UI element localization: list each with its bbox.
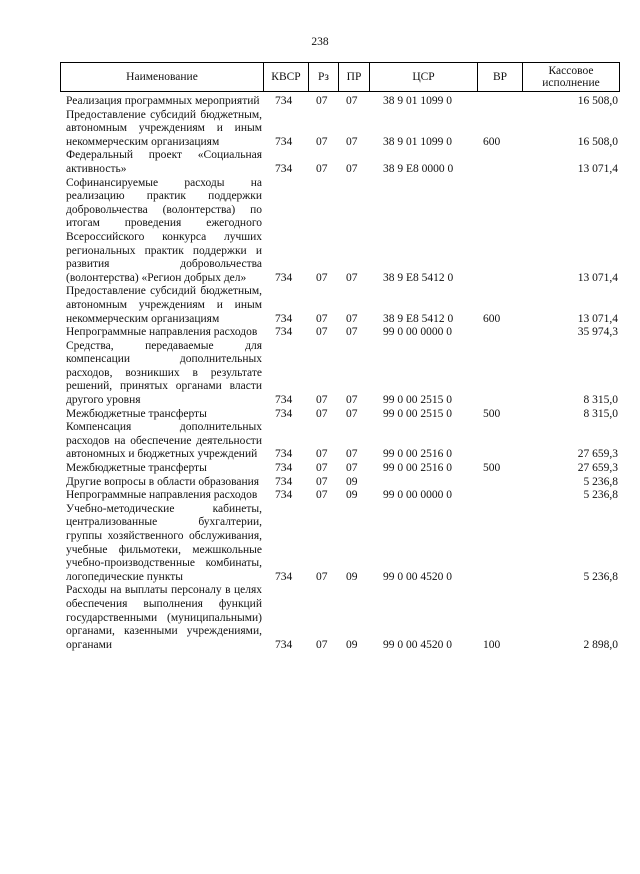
row-pr: 07 bbox=[346, 312, 358, 325]
row-vr: 100 bbox=[483, 638, 501, 651]
row-name: Расходы на выплаты персоналу в целях обеспечения выполнения функций государственными (муниципальными) органами, казенными учреждениями, органами bbox=[66, 584, 262, 651]
row-csr: 38 9 E8 5412 0 bbox=[383, 271, 454, 284]
row-pr: 09 bbox=[346, 475, 358, 488]
row-csr: 99 0 00 2515 0 bbox=[383, 394, 452, 407]
row-sum: 13 071,4 bbox=[577, 271, 618, 284]
row-name: Компенсация дополнительных расходов на обеспечение деятельности автономных и бюджетных учреждений bbox=[66, 421, 262, 461]
row-csr: 38 9 E8 0000 0 bbox=[383, 162, 454, 175]
row-rz: 07 bbox=[316, 326, 328, 339]
row-kvsr: 734 bbox=[275, 135, 293, 148]
table-row bbox=[60, 177, 620, 286]
row-sum: 8 315,0 bbox=[583, 394, 618, 407]
table-row bbox=[60, 503, 620, 585]
table-row bbox=[60, 421, 620, 462]
row-kvsr: 734 bbox=[275, 326, 293, 339]
row-pr: 07 bbox=[346, 326, 358, 339]
row-rz: 07 bbox=[316, 570, 328, 583]
row-csr: 99 0 00 0000 0 bbox=[383, 326, 452, 339]
row-name: Межбюджетные трансферты bbox=[66, 462, 207, 475]
row-name: Федеральный проект «Социальная активность» bbox=[66, 149, 262, 175]
row-csr: 38 9 01 1099 0 bbox=[383, 135, 452, 148]
row-pr: 07 bbox=[346, 462, 358, 475]
table-row bbox=[60, 462, 620, 476]
row-pr: 07 bbox=[346, 271, 358, 284]
header-rz: Рз bbox=[308, 63, 338, 91]
row-rz: 07 bbox=[316, 95, 328, 107]
table-row bbox=[60, 489, 620, 503]
row-kvsr: 734 bbox=[275, 638, 293, 651]
row-name: Другие вопросы в области образования bbox=[66, 475, 260, 488]
row-rz: 07 bbox=[316, 475, 328, 488]
row-rz: 07 bbox=[316, 394, 328, 407]
row-vr: 500 bbox=[483, 407, 501, 420]
table-row bbox=[60, 149, 620, 176]
row-kvsr: 734 bbox=[275, 407, 293, 420]
row-pr: 07 bbox=[346, 448, 358, 461]
row-sum: 27 659,3 bbox=[577, 448, 618, 461]
row-sum: 8 315,0 bbox=[583, 407, 618, 420]
row-sum: 35 974,3 bbox=[577, 326, 618, 339]
row-rz: 07 bbox=[316, 489, 328, 502]
header-sum: Кассовое исполнение bbox=[522, 63, 619, 91]
header-name: Наименование bbox=[126, 71, 198, 83]
row-sum: 2 898,0 bbox=[583, 638, 618, 651]
row-rz: 07 bbox=[316, 638, 328, 651]
row-sum: 5 236,8 bbox=[583, 570, 618, 583]
row-pr: 07 bbox=[346, 394, 358, 407]
row-name: Учебно-методические кабинеты, централизованные бухгалтерии, группы хозяйственного обслуживания, учебные фильмотеки, межшкольные учебно-производственные комбинаты, логопедические пункты bbox=[66, 502, 262, 583]
row-csr: 99 0 00 0000 0 bbox=[383, 489, 452, 502]
row-vr: 600 bbox=[483, 135, 501, 148]
row-sum: 13 071,4 bbox=[577, 312, 618, 325]
row-name: Предоставление субсидий бюджетным, автономным учреждениям и иным некоммерческим организациям bbox=[66, 285, 262, 325]
table-header bbox=[60, 62, 620, 92]
table-row bbox=[60, 408, 620, 422]
row-rz: 07 bbox=[316, 407, 328, 420]
header-pr: ПР bbox=[338, 63, 369, 91]
table-body bbox=[60, 95, 620, 652]
row-rz: 07 bbox=[316, 312, 328, 325]
row-rz: 07 bbox=[316, 271, 328, 284]
row-sum: 5 236,8 bbox=[583, 489, 618, 502]
row-kvsr: 734 bbox=[275, 312, 293, 325]
table-row bbox=[60, 95, 620, 109]
table-row bbox=[60, 109, 620, 150]
row-sum: 16 508,0 bbox=[577, 95, 618, 107]
row-kvsr: 734 bbox=[275, 489, 293, 502]
row-name: Средства, передаваемые для компенсации дополнительных расходов, возникших в результате решений, принятых органами власти другого уровня bbox=[66, 339, 262, 407]
row-sum: 16 508,0 bbox=[577, 135, 618, 148]
row-rz: 07 bbox=[316, 162, 328, 175]
row-sum: 13 071,4 bbox=[577, 162, 618, 175]
row-csr: 99 0 00 2515 0 bbox=[383, 407, 452, 420]
row-name: Софинансируемые расходы на реализацию практик поддержки добровольчества (волонтерства) по итогам проведения ежегодного Всероссийского конкурса лучших региональных практик поддержки и развития добровольчества (волонтерства) «Регион добрых дел» bbox=[66, 176, 262, 284]
row-rz: 07 bbox=[316, 462, 328, 475]
row-pr: 07 bbox=[346, 95, 358, 107]
row-sum: 27 659,3 bbox=[577, 462, 618, 475]
row-name: Межбюджетные трансферты bbox=[66, 407, 207, 420]
header-kvsr: КВСР bbox=[263, 63, 308, 91]
table-row bbox=[60, 285, 620, 326]
row-name: Непрограммные направления расходов bbox=[66, 489, 258, 502]
row-kvsr: 734 bbox=[275, 475, 293, 488]
row-kvsr: 734 bbox=[275, 271, 293, 284]
row-rz: 07 bbox=[316, 135, 328, 148]
row-pr: 09 bbox=[346, 638, 358, 651]
table-row bbox=[60, 326, 620, 340]
row-kvsr: 734 bbox=[275, 95, 293, 107]
row-kvsr: 734 bbox=[275, 570, 293, 583]
table-row bbox=[60, 476, 620, 490]
header-csr: ЦСР bbox=[369, 63, 477, 91]
table-row bbox=[60, 340, 620, 408]
row-rz: 07 bbox=[316, 448, 328, 461]
row-sum: 5 236,8 bbox=[583, 475, 618, 488]
row-vr: 500 bbox=[483, 462, 501, 475]
row-kvsr: 734 bbox=[275, 394, 293, 407]
row-csr: 99 0 00 4520 0 bbox=[383, 638, 452, 651]
row-pr: 07 bbox=[346, 135, 358, 148]
page-number: 238 bbox=[311, 36, 329, 48]
row-pr: 07 bbox=[346, 162, 358, 175]
row-csr: 99 0 00 2516 0 bbox=[383, 448, 452, 461]
row-name: Непрограммные направления расходов bbox=[66, 326, 258, 339]
row-kvsr: 734 bbox=[275, 448, 293, 461]
row-csr: 38 9 01 1099 0 bbox=[383, 95, 452, 107]
row-kvsr: 734 bbox=[275, 462, 293, 475]
row-pr: 09 bbox=[346, 489, 358, 502]
row-pr: 07 bbox=[346, 407, 358, 420]
header-vr: ВР bbox=[477, 63, 522, 91]
row-csr: 38 9 E8 5412 0 bbox=[383, 312, 454, 325]
table-row bbox=[60, 584, 620, 652]
row-name: Реализация программных мероприятий bbox=[66, 95, 260, 107]
row-pr: 09 bbox=[346, 570, 358, 583]
row-csr: 99 0 00 2516 0 bbox=[383, 462, 452, 475]
row-csr: 99 0 00 4520 0 bbox=[383, 570, 452, 583]
row-vr: 600 bbox=[483, 312, 501, 325]
row-kvsr: 734 bbox=[275, 162, 293, 175]
row-name: Предоставление субсидий бюджетным, автономным учреждениям и иным некоммерческим организациям bbox=[66, 108, 262, 148]
